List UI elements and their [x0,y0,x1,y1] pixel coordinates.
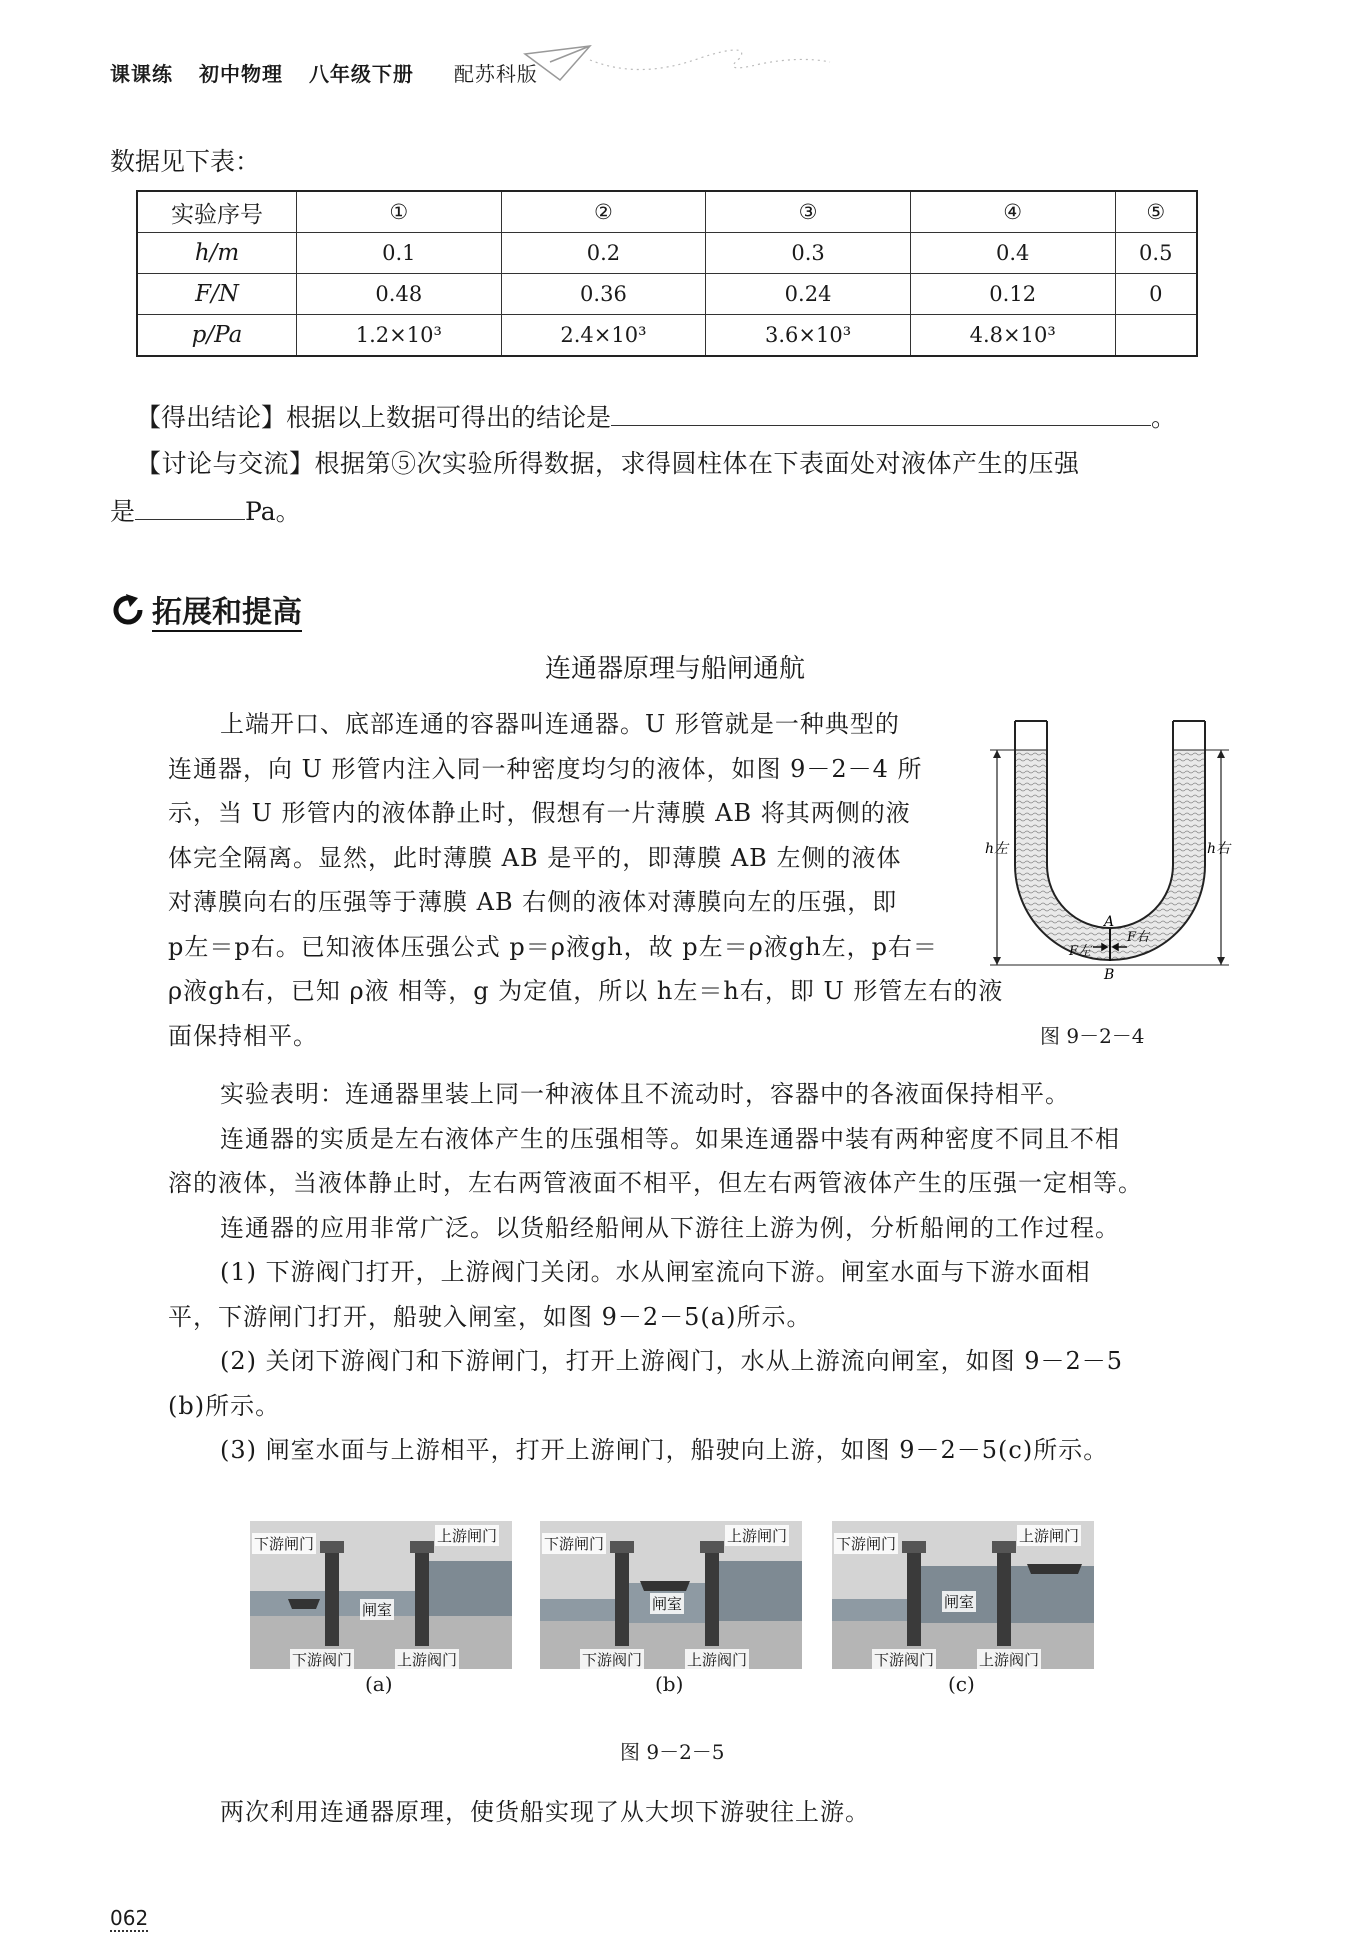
upstream-valve-label: 上游阀门 [687,1651,748,1669]
ship-lock-panel-c [832,1521,1094,1669]
downstream-gate-label: 下游闸门 [254,1535,315,1553]
fig-9-2-5-caption: 图 9－2－5 [620,1740,725,1764]
upstream-gate-label: 上游闸门 [437,1527,498,1545]
fig-9-2-4-caption: 图 9－2－4 [1040,1024,1145,1048]
paragraph-line: 连通器的实质是左右液体产生的压强相等。如果连通器中装有两种密度不同且不相 [220,1124,1120,1153]
table-row [137,315,1197,357]
table-row [137,191,1197,233]
discussion-text: 根据第⑤次实验所得数据，求得圆柱体在下表面处对液体产生的压强 [314,449,1080,478]
point-a-label: A [1104,914,1115,930]
h-left-label: h左 [985,841,1009,857]
conclusion-text: 根据以上数据可得出的结论是 [286,403,612,432]
grade-name: 八年级下册 [308,62,414,86]
table-cell: 0.3 [706,233,911,274]
article-title: 连通器原理与船闸通航 [544,654,805,684]
table-intro: 数据见下表： [110,147,261,176]
paragraph-line: 上端开口、底部连通的容器叫连通器。U 形管就是一种典型的 [220,710,900,738]
conclusion-line [136,396,1176,440]
table-cell: 实验序号 [137,191,297,233]
table-row [137,274,1197,315]
table-cell: 0.12 [910,274,1115,315]
page-header [110,58,556,87]
upstream-gate-label: 上游闸门 [1019,1527,1080,1545]
table-cell: 0.24 [706,274,911,315]
final-sentence: 两次利用连通器原理，使货船实现了从大坝下游驶往上游。 [220,1798,870,1826]
paragraph-line: 连通器，向 U 形管内注入同一种密度均匀的液体，如图 9－2－4 所 [168,754,923,783]
table-cell: 0.1 [297,233,502,274]
paragraph-1-lines [168,702,1003,1058]
table-cell: ③ [706,191,911,233]
paragraph-line: 连通器的应用非常广泛。以货船经船闸从下游往上游为例，分析船闸的工作过程。 [220,1213,1120,1242]
paragraph-line: 平，下游闸门打开，船驶入闸室，如图 9－2－5(a)所示。 [168,1302,812,1331]
pressure-unit: Pa。 [245,497,301,526]
table-cell: 0 [1115,274,1197,315]
downstream-valve-label: 下游阀门 [292,1651,353,1669]
edition-name: 配苏科版 [453,62,538,86]
paragraph-block-2 [168,1072,1143,1473]
paragraph-line: ρ液gh右，已知 ρ液 相等，g 为定值，所以 h左＝h右，即 U 形管左右的液 [168,977,1004,1005]
force-left-label: F左 [1069,944,1092,959]
refresh-arrow-icon [110,592,146,628]
paragraph-line: p左＝p右。已知液体压强公式 p＝ρ液gh，故 p左＝ρ液gh左，p右＝ [168,932,938,961]
page-number: 062 [110,1906,149,1930]
data-table [136,190,1198,357]
paragraph-line: (3) 闸室水面与上游相平，打开上游闸门，船驶向上游，如图 9－2－5(c)所示。 [220,1436,1109,1464]
conclusion-label: 【得出结论】 [136,403,287,432]
paragraph-line: 溶的液体，当液体静止时，左右两管液面不相平，但左右两管液体产生的压强一定相等。 [168,1169,1143,1197]
upstream-valve-label: 上游阀门 [979,1651,1040,1669]
paragraph-line: 对薄膜向右的压强等于薄膜 AB 右侧的液体对薄膜向左的压强，即 [168,888,898,916]
table-cell: h/m [137,233,297,274]
paragraph-line: 示，当 U 形管内的液体静止时，假想有一片薄膜 AB 将其两侧的液 [168,799,911,827]
table-cell: 4.8×10³ [910,315,1115,357]
section-title [110,587,302,631]
subfigure-label-b: (b) [655,1672,684,1696]
lock-chamber-label: 闸室 [362,1601,393,1619]
downstream-gate-label: 下游闸门 [836,1535,897,1553]
table-row [137,233,1197,274]
table-cell: ② [501,191,706,233]
upstream-valve-label: 上游阀门 [397,1651,458,1669]
table-cell: ④ [910,191,1115,233]
paragraph-line: (2) 关闭下游阀门和下游闸门，打开上游阀门，水从上游流向闸室，如图 9－2－5 [220,1347,1124,1375]
table-cell: 3.6×10³ [706,315,911,357]
table-cell: 1.2×10³ [297,315,502,357]
discussion-line2-start: 是 [110,497,136,526]
upstream-gate-label: 上游闸门 [727,1527,788,1545]
paragraph-line: 体完全隔离。显然，此时薄膜 AB 是平的，即薄膜 AB 左侧的液体 [168,843,902,872]
subfigure-label-a: (a) [365,1672,393,1696]
h-right-label: h右 [1207,841,1231,857]
conclusion-blank[interactable] [611,425,1151,426]
lock-chamber-label: 闸室 [944,1593,975,1611]
table-cell [1115,315,1197,357]
table-cell: 0.2 [501,233,706,274]
force-right-label: F右 [1127,930,1150,945]
subject-name: 初中物理 [198,62,283,86]
ship-lock-panel-b [540,1521,802,1669]
table-cell: 0.48 [297,274,502,315]
paragraph-line: 面保持相平。 [168,1021,318,1050]
downstream-valve-label: 下游阀门 [582,1651,643,1669]
ship-lock-panel-a [250,1521,512,1669]
discussion-label: 【讨论与交流】 [136,449,315,478]
table-cell: ⑤ [1115,191,1197,233]
paragraph-line: (1) 下游阀门打开，上游阀门关闭。水从闸室流向下游。闸室水面与下游水面相 [220,1258,1091,1286]
conclusion-end: 。 [1151,403,1177,432]
u-tube-diagram [985,715,1235,990]
table-cell: F/N [137,274,297,315]
lock-chamber-label: 闸室 [652,1595,683,1613]
point-b-label: B [1104,967,1115,983]
table-cell: 0.36 [501,274,706,315]
downstream-valve-label: 下游阀门 [874,1651,935,1669]
table-cell: 0.4 [910,233,1115,274]
table-cell: p/Pa [137,315,297,357]
series-name: 课课练 [110,62,173,86]
paper-plane-decoration-icon [520,40,840,92]
subfigure-label-c: (c) [948,1672,975,1696]
table-cell: ① [297,191,502,233]
section-title-text: 拓展和提高 [152,595,302,630]
table-cell: 0.5 [1115,233,1197,274]
paragraph-line: 实验表明：连通器里装上同一种液体且不流动时，容器中的各液面保持相平。 [220,1080,1070,1108]
pressure-answer-blank[interactable] [135,519,245,520]
downstream-gate-label: 下游闸门 [544,1535,605,1553]
discussion-line-2 [110,490,301,534]
table-cell: 2.4×10³ [501,315,706,357]
paragraph-line: (b)所示。 [168,1391,281,1420]
discussion-line [136,442,1080,486]
